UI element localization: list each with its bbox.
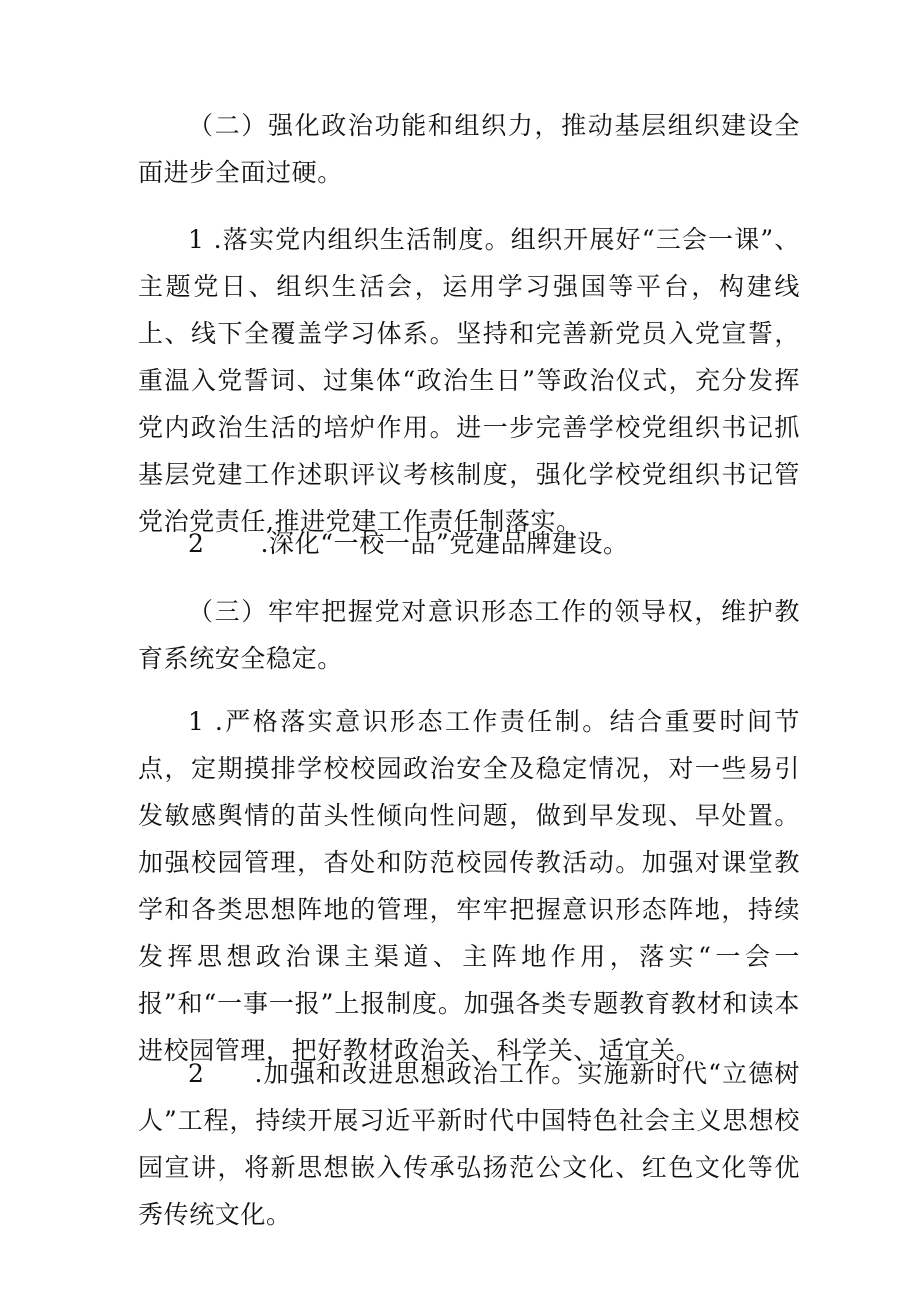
paragraph-3-2: [138, 1050, 800, 1238]
section-heading-2: （二）强化政治功能和组织力，推动基层组织建设全面进步全面过硬。: [138, 111, 800, 187]
section-heading-3: （三）牢牢把握党对意识形态工作的领导权，维护教育系统安全稳定。: [138, 597, 800, 673]
item-text: .加强和改进思想政治工作。实施新时代“立德树人”工程，持续开展习近平新时代中国特色社会主义思想校园宣讲，将新思想嵌入传承弘扬范公文化、红色文化等优秀传统文化。: [138, 1059, 800, 1229]
item-text: .深化“一校一品”党建品牌建设。: [260, 529, 629, 558]
item-number: 2: [188, 529, 205, 558]
item-number: 2: [188, 1059, 205, 1088]
paragraph-2-2: [188, 520, 800, 567]
paragraph-2-1: 1 .落实党内组织生活制度。组织开展好“三会一课”、主题党日、组织生活会，运用学习强国等平台，构建线上、线下全覆盖学习体系。坚持和完善新党员入党宣誓，重温入党誓词、过集体“政治生日”等政治仪式，充分发挥党内政治生活的培炉作用。进一步完善学校党组织书记抓基层党建工作述职评议考核制度，强化学校党组织书记管党治党责任,推进党建工作责任制落实。: [138, 225, 800, 536]
paragraph-3-1: 1 .严格落实意识形态工作责任制。结合重要时间节点，定期摸排学校校园政治安全及稳定情况，对一些易引发敏感舆情的苗头性倾向性问题，做到早发现、早处置。加强校园管理，杳处和防范校园传教活动。加强对课堂教学和各类思想阵地的管理，牢牢把握意识形态阵地，持续发挥思想政治课主渠道、主阵地作用，落实“一会一报”和“一事一报”上报制度。加强各类专题教育教材和读本进校园管理，把好教材政治关、科学关、适宜关。: [138, 707, 800, 1065]
